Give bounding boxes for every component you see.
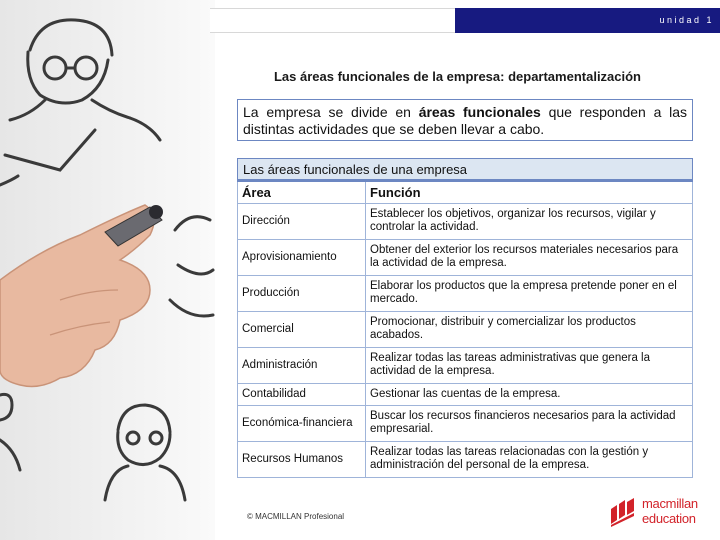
table-row xyxy=(238,383,693,405)
area-cell: Administración xyxy=(238,347,366,383)
logo-text-education: education xyxy=(642,511,696,526)
table-header-row xyxy=(238,181,693,203)
table-row xyxy=(238,275,693,311)
header-white-strip xyxy=(210,8,455,33)
header-funcion: Función xyxy=(366,181,693,203)
funcion-cell: Establecer los objetivos, organizar los recursos, vigilar y controlar la actividad. xyxy=(366,203,693,239)
functional-areas-table xyxy=(237,158,693,478)
area-cell: Recursos Humanos xyxy=(238,441,366,477)
logo-text-macmillan: macmillan xyxy=(642,496,698,511)
funcion-cell: Gestionar las cuentas de la empresa. xyxy=(366,383,693,405)
copyright-footer: © MACMILLAN Profesional xyxy=(247,512,345,521)
funcion-cell: Realizar todas las tareas relacionadas con la gestión y administración del personal de la empresa. xyxy=(366,441,693,477)
intro-text-end: que responden a las distintas actividades que se deben llevar a cabo. xyxy=(243,104,687,137)
area-cell: Producción xyxy=(238,275,366,311)
table-caption: Las áreas funcionales de una empresa xyxy=(237,158,693,180)
table-row xyxy=(238,347,693,383)
header-area: Área xyxy=(238,181,366,203)
table-row xyxy=(238,441,693,477)
intro-text-bold: áreas funcionales xyxy=(418,104,541,120)
areas-table xyxy=(237,180,693,478)
page-title: Las áreas funcionales de la empresa: departamentalización xyxy=(273,69,642,84)
table-row xyxy=(238,239,693,275)
area-cell: Comercial xyxy=(238,311,366,347)
table-row xyxy=(238,203,693,239)
table-row xyxy=(238,311,693,347)
area-cell: Económica-financiera xyxy=(238,405,366,441)
area-cell: Dirección xyxy=(238,203,366,239)
unit-label: unidad 1 xyxy=(659,15,714,25)
table-row xyxy=(238,405,693,441)
area-cell: Contabilidad xyxy=(238,383,366,405)
funcion-cell: Obtener del exterior los recursos materiales necesarios para la actividad de la empresa. xyxy=(366,239,693,275)
funcion-cell: Elaborar los productos que la empresa pretende poner en el mercado. xyxy=(366,275,693,311)
header-bar xyxy=(455,8,720,33)
macmillan-logo-icon xyxy=(608,497,638,527)
funcion-cell: Promocionar, distribuir y comercializar los productos acabados. xyxy=(366,311,693,347)
funcion-cell: Buscar los recursos financieros necesarios para la actividad empresarial. xyxy=(366,405,693,441)
macmillan-education-logo xyxy=(608,494,708,530)
hand-drawing-people-illustration xyxy=(0,0,215,540)
funcion-cell: Realizar todas las tareas administrativas que genera la actividad de la empresa. xyxy=(366,347,693,383)
decorative-illustration-panel xyxy=(0,0,215,540)
intro-text-box xyxy=(237,99,693,141)
intro-text-start: La empresa se divide en xyxy=(243,104,419,120)
area-cell: Aprovisionamiento xyxy=(238,239,366,275)
